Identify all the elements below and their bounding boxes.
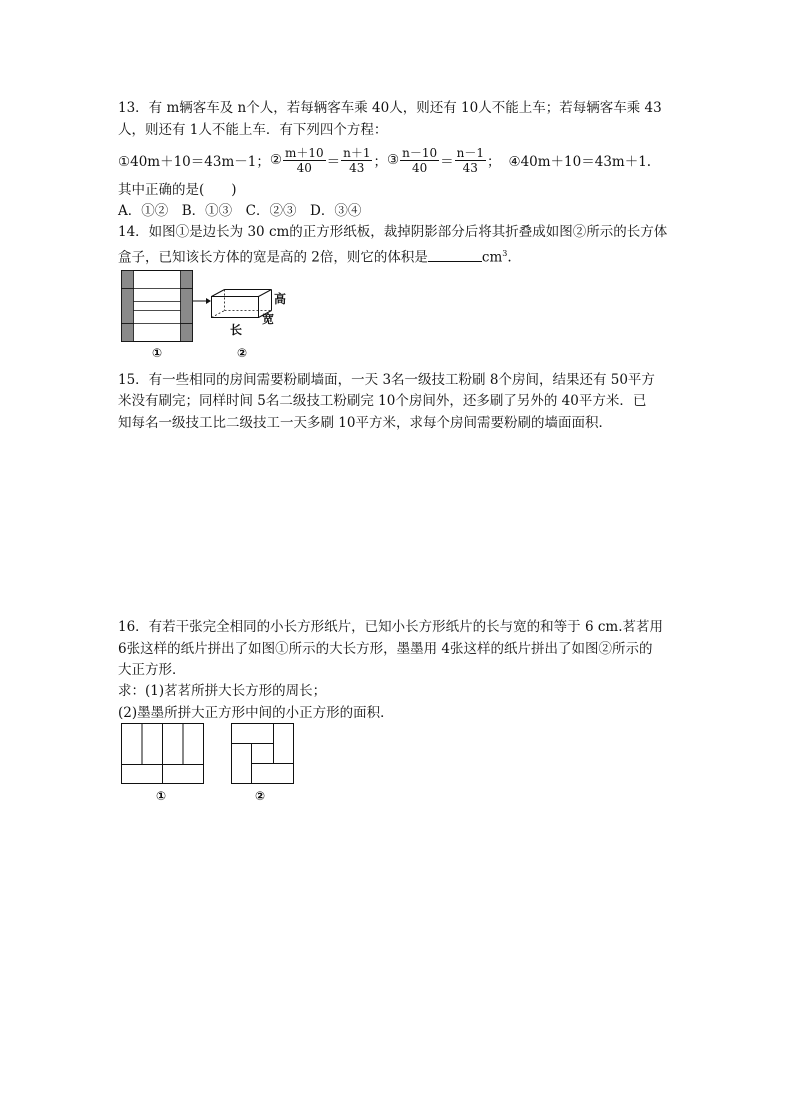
q13-opt3-frac-left (400, 146, 439, 175)
q14-line1: 14．如图①是边长为 30 cm的正方形纸板，裁掉阴影部分后将其折叠成如图②所示的长方体 (118, 224, 668, 240)
q13-opt3-num-left: n－10 (402, 145, 438, 160)
q13-opt2-eq: ＝ (326, 154, 341, 170)
q13-prompt: 其中正确的是( ) (118, 182, 237, 198)
q16-line2: 6张这样的纸片拼出了如图①所示的大长方形，墨墨用 4张这样的纸片拼出了如图②所示的 (118, 641, 653, 657)
q13-equations (118, 143, 651, 177)
label-width: 宽 (262, 312, 275, 326)
q16-line1: 16．有若干张完全相同的小长方形纸片，已知小长方形纸片的长与宽的和等于 6 cm.茗茗用 (118, 619, 664, 635)
q13-opt2-den-right: 43 (349, 160, 365, 175)
q13-opt2-sep: ； (373, 154, 387, 170)
box-edge (259, 290, 272, 297)
shaded-corner-br (181, 324, 193, 342)
q14-fig2-caption: ② (237, 346, 248, 360)
hidden-edge (212, 311, 225, 318)
shaded-side-right (181, 289, 193, 324)
q15-line3: 知每名一级技工比二级技工一天多刷 10平方米，求每个房间需要粉刷的墙面面积． (118, 415, 612, 431)
q13-opt2-prefix: ② (269, 152, 282, 168)
q15-line2: 米没有刷完；同样时间 5名二级技工粉刷完 10个房间外，还多刷了另外的 40平方米．已 (118, 393, 647, 409)
shaded-corner-tr (181, 271, 193, 289)
q13-opt3-eq: ＝ (440, 154, 454, 170)
q13-opt3-num-right: n－1 (456, 145, 484, 160)
label-length: 长 (230, 323, 243, 337)
q14-fig1-caption: ① (152, 346, 163, 360)
q13-opt3-sep: ； (486, 154, 501, 170)
answer-blank (428, 249, 482, 262)
q14-line2 (118, 245, 512, 267)
q14-unit: cm (481, 249, 503, 266)
q14-unit-sup: 3 (502, 249, 508, 258)
q16-line4: 求：(1)茗茗所拼大长方形的周长； (118, 683, 327, 699)
q13-choices: A．①② B．①③ C．②③ D．③④ (118, 203, 362, 219)
q14-line2-text: 盒子，已知该长方体的宽是高的 2倍，则它的体积是 (118, 249, 428, 266)
q16-figure-1 (121, 723, 205, 785)
q13-opt3-den-right: 43 (462, 160, 478, 175)
shaded-side-left (122, 289, 134, 324)
q13-opt2-num-left: m＋10 (284, 145, 324, 160)
big-square (232, 724, 294, 784)
box-front (212, 297, 259, 318)
q13-opt3-prefix: ③ (386, 152, 400, 168)
q13-opt2-num-right: n＋1 (343, 145, 371, 160)
q13-line1: 13．有 m辆客车及 n个人，若每辆客车乘 40人，则还有 10人不能上车；若每辆客车乘 43 (118, 100, 662, 116)
q13-opt1: ①40m＋10＝43m－1； (118, 154, 270, 170)
q13-opt2-frac-left (283, 146, 326, 175)
q13-opt3-frac-right (455, 146, 486, 175)
q14-end: . (507, 249, 512, 266)
box-edge (212, 290, 225, 297)
q15-line1: 15．有一些相同的房间需要粉刷墙面，一天 3名一级技工粉刷 8个房间，结果还有 50平方 (118, 372, 655, 388)
q13-opt2-den-left: 40 (296, 160, 312, 175)
q13-opt2-frac-right (341, 146, 372, 175)
q14-figure-1 (121, 270, 193, 342)
shaded-corner-tl (122, 271, 134, 289)
q16-line3: 大正方形． (118, 662, 186, 678)
q13-line2: 人，则还有 1人不能上车．有下列四个方程： (118, 122, 388, 138)
q13-opt3-den-left: 40 (411, 160, 428, 175)
label-height: 高 (274, 292, 287, 306)
q16-fig1-caption: ① (156, 789, 167, 803)
q13-opt4: ④40m＋10＝43m＋1. (508, 154, 652, 170)
q16-fig2-caption: ② (255, 789, 266, 803)
shaded-corner-bl (122, 324, 134, 342)
q16-figure-2 (231, 723, 295, 785)
q16-line5: (2)墨墨所拼大正方形中间的小正方形的面积． (118, 705, 394, 721)
